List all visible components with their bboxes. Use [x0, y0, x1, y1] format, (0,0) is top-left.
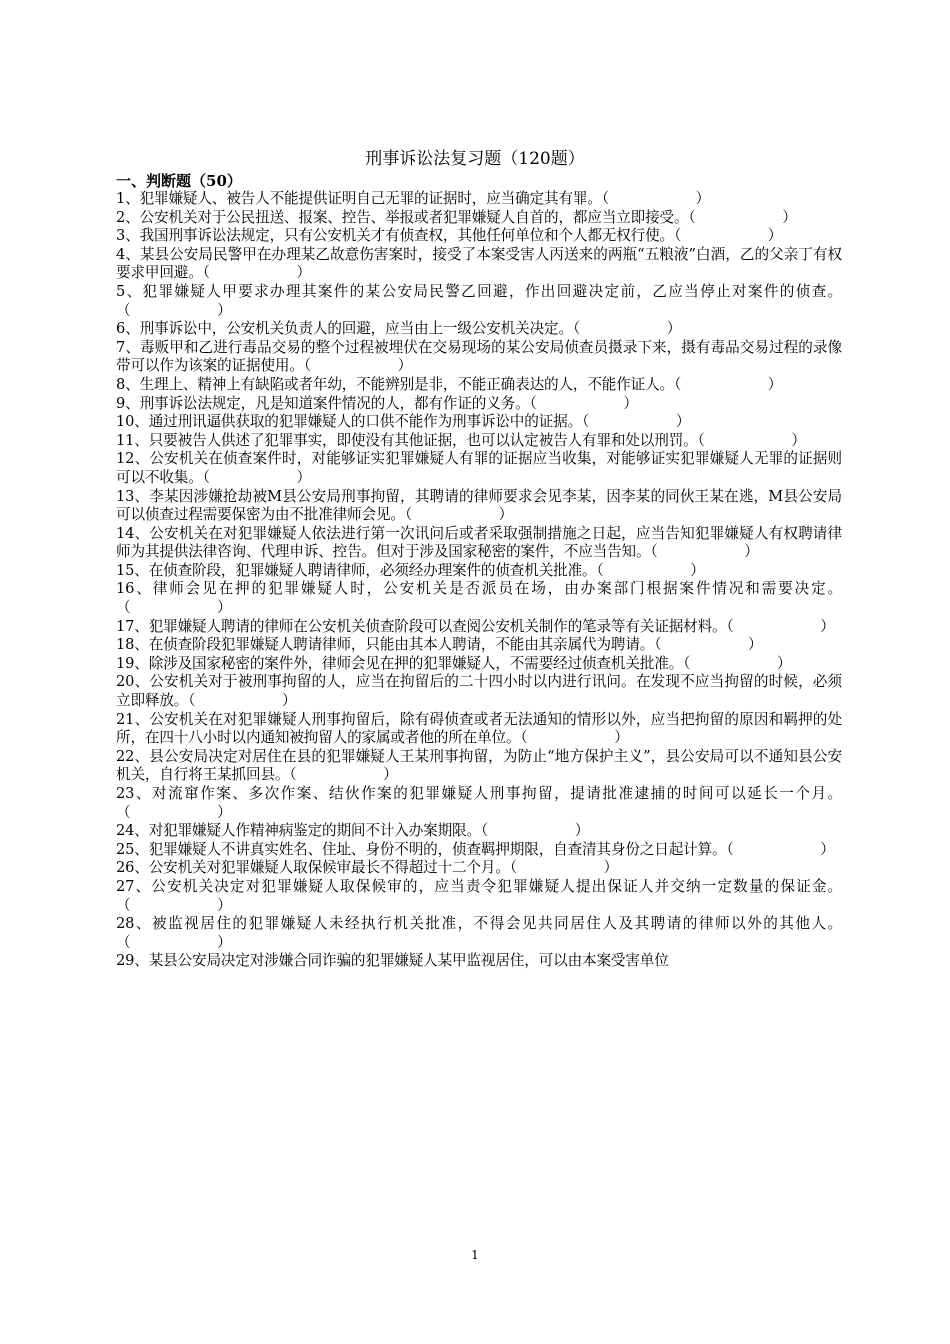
question-item: 14、公安机关在对犯罪嫌疑人依法进行第一次讯问后或者采取强制措施之日起，应当告知犯罪嫌疑人有权聘请律师为其提供法律咨询、代理申诉、控告。但对于涉及国家秘密的案件，不应当告知。（ ）: [116, 524, 842, 561]
question-item: 26、公安机关对犯罪嫌疑人取保候审最长不得超过十二个月。（ ）: [116, 859, 619, 877]
question-item: 22、县公安局决定对居住在县的犯罪嫌疑人王某刑事拘留，为防止“地方保护主义”，县公安局可以不通知县公安机关，自行将王某抓回县。（ ）: [116, 747, 842, 784]
question-item: 21、公安机关在对犯罪嫌疑人刑事拘留后，除有碍侦查或者无法通知的情形以外，应当把拘留的原因和羁押的处所，在四十八小时以内通知被拘留人的家属或者他的所在单位。（ ）: [116, 710, 842, 747]
question-item: 24、对犯罪嫌疑人作精神病鉴定的期间不计入办案期限。（ ）: [116, 822, 590, 840]
question-item: 27、公安机关决定对犯罪嫌疑人取保候审的，应当责令犯罪嫌疑人提出保证人并交纳一定数量的保证金。（ ）: [116, 877, 842, 914]
question-item: 25、犯罪嫌疑人不讲真实姓名、住址、身份不明的，侦查羁押期限，自查清其身份之日起计算。（ ）: [116, 840, 835, 858]
question-item: 15、在侦查阶段，犯罪嫌疑人聘请律师，必须经办理案件的侦查机关批准。（ ）: [116, 561, 705, 579]
question-item: 4、某县公安局民警甲在办理某乙故意伤害案时，接受了本案受害人丙送来的两瓶“五粮液”白酒，乙的父亲丁有权要求甲回避。（ ）: [116, 245, 842, 282]
question-item: 23、对流窜作案、多次作案、结伙作案的犯罪嫌疑人刑事拘留，提请批准逮捕的时间可以延长一个月。（ ）: [116, 785, 842, 821]
question-item: 9、刑事诉讼法规定，凡是知道案件情况的人，都有作证的义务。（ ）: [116, 394, 638, 412]
question-item: 8、生理上、精神上有缺陷或者年幼，不能辨别是非，不能正确表达的人，不能作证人。（ ）: [116, 375, 783, 393]
question-item: 1、犯罪嫌疑人、被告人不能提供证明自己无罪的证据时，应当确定其有罪。（ ）: [116, 190, 711, 207]
question-item: 13、李某因涉嫌抢劫被M县公安局刑事拘留，其聘请的律师要求会见李某，因李某的同伙王某在逃，M县公安局可以侦查过程需要保密为由不批准律师会见。（ ）: [116, 487, 842, 524]
section-heading: 一、判断题（50）: [116, 172, 242, 190]
question-item: 28、被监视居住的犯罪嫌疑人未经执行机关批准，不得会见共同居住人及其聘请的律师以外的其他人。（ ）: [116, 915, 842, 951]
document-title: 刑事诉讼法复习题（120题）: [365, 149, 585, 169]
question-item: 3、我国刑事诉讼法规定，只有公安机关才有侦查权，其他任何单位和个人都无权行使。（ ）: [116, 227, 783, 245]
question-item: 6、刑事诉讼中，公安机关负责人的回避，应当由上一级公安机关决定。（ ）: [116, 320, 682, 338]
page-number: 1: [471, 1248, 479, 1262]
question-item: 20、公安机关对于被刑事拘留的人，应当在拘留后的二十四小时以内进行讯问。在发现不应当拘留的时候，必须立即释放。（ ）: [116, 673, 842, 710]
question-item: 17、犯罪嫌疑人聘请的律师在公安机关侦查阶段可以查阅公安机关制作的笔录等有关证据材料。（ ）: [116, 617, 835, 635]
question-item: 10、通过刑讯逼供获取的犯罪嫌疑人的口供不能作为刑事诉讼中的证据。（ ）: [116, 413, 691, 431]
question-item: 12、公安机关在侦查案件时，对能够证实犯罪嫌疑人有罪的证据应当收集，对能够证实犯罪嫌疑人无罪的证据则可以不收集。（ ）: [116, 450, 842, 486]
question-item: 16、律师会见在押的犯罪嫌疑人时，公安机关是否派员在场，由办案部门根据案件情况和需要决定。（ ）: [116, 580, 842, 617]
question-list: [116, 190, 842, 971]
question-item: 11、只要被告人供述了犯罪事实，即使没有其他证据，也可以认定被告人有罪和处以刑罚。（ ）: [116, 431, 806, 449]
question-item: 18、在侦查阶段犯罪嫌疑人聘请律师，只能由其本人聘请，不能由其亲属代为聘请。（ ）: [116, 636, 763, 654]
question-item: 19、除涉及国家秘密的案件外，律师会见在押的犯罪嫌疑人，不需要经过侦查机关批准。（ ）: [116, 654, 792, 672]
question-item: 2、公安机关对于公民扭送、报案、控告、举报或者犯罪嫌疑人自首的，都应当立即接受。（ ）: [116, 208, 797, 226]
question-item: 7、毒贩甲和乙进行毒品交易的整个过程被埋伏在交易现场的某公安局侦查员摄录下来，摄有毒品交易过程的录像带可以作为该案的证据使用。（ ）: [116, 338, 842, 375]
question-item: 29、某县公安局决定对涉嫌合同诈骗的犯罪嫌疑人某甲监视居住，可以由本案受害单位: [116, 952, 669, 970]
question-item: 5、犯罪嫌疑人甲要求办理其案件的某公安局民警乙回避，作出回避决定前，乙应当停止对案件的侦查。（ ）: [116, 282, 842, 319]
